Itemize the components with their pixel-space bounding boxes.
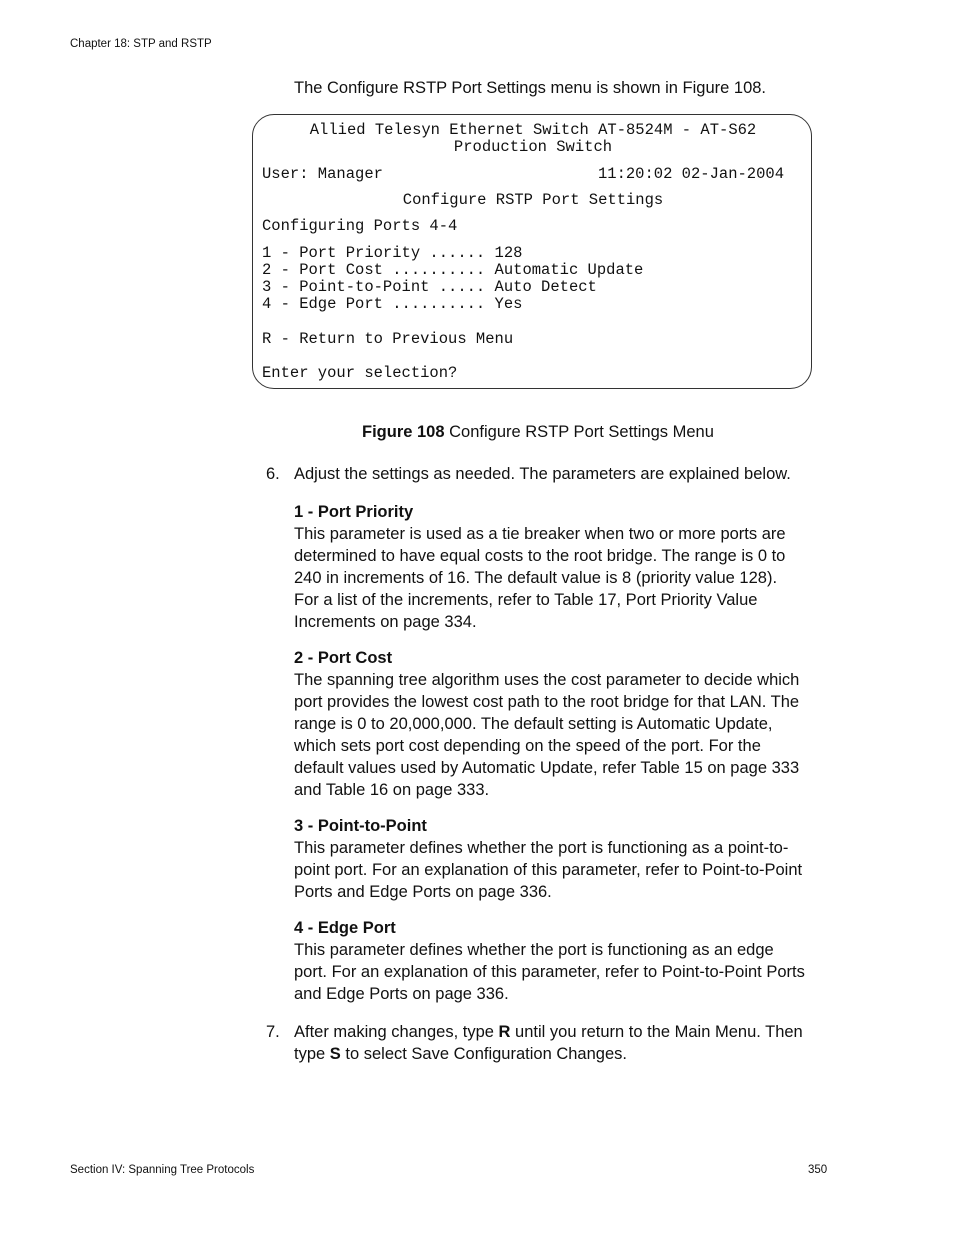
param-edge-port <box>294 917 806 1005</box>
param-port-priority <box>294 501 806 633</box>
step-text-part: After making changes, type <box>294 1023 499 1041</box>
param-heading: 2 - Port Cost <box>294 649 393 667</box>
step-text-part: until you return to the Main Menu. Then type <box>294 1023 803 1063</box>
terminal-option-point-to-point: 3 - Point-to-Point ..... Auto Detect <box>262 278 597 296</box>
terminal-return-option: R - Return to Previous Menu <box>262 330 514 348</box>
terminal-title-line2: Production Switch <box>453 138 613 156</box>
step-text-part: to select Save Configuration Changes. <box>340 1045 627 1063</box>
param-point-to-point <box>294 815 806 903</box>
chapter-header: Chapter 18: STP and RSTP <box>70 38 212 50</box>
param-heading: 1 - Port Priority <box>294 503 414 521</box>
step-number: 6. <box>266 465 280 483</box>
terminal-configuring: Configuring Ports 4-4 <box>262 217 458 235</box>
step-number: 7. <box>266 1023 280 1041</box>
terminal-user: User: Manager <box>262 165 383 183</box>
param-description: The spanning tree algorithm uses the cost parameter to decide which port provides the lowest cost path to the root bridge for that LAN. The range is 0 to 20,000,000. The default setting is Automatic Update, which sets port cost depending on the speed of the port. For the default values used by Automatic Update, refer Table 15 on page 333 and Table 16 on page 333. <box>294 671 800 799</box>
terminal-option-port-cost: 2 - Port Cost .......... Automatic Update <box>262 261 644 279</box>
terminal-option-edge-port: 4 - Edge Port .......... Yes <box>262 295 523 313</box>
param-description: This parameter defines whether the port is functioning as a point-to-point port. For an explanation of this parameter, refer to Point-to-Point Ports and Edge Ports on page 336. <box>294 839 803 901</box>
terminal-option-port-priority: 1 - Port Priority ...... 128 <box>262 244 523 262</box>
page-number: 350 <box>808 1164 828 1176</box>
intro-text: The Configure RSTP Port Settings menu is shown in Figure 108. <box>294 79 767 97</box>
figure-label: Figure 108 <box>362 423 445 441</box>
figure-caption-text: Configure RSTP Port Settings Menu <box>449 423 714 441</box>
param-port-cost <box>294 647 806 801</box>
terminal-figure <box>252 114 812 389</box>
param-heading: 3 - Point-to-Point <box>294 817 427 835</box>
step-text <box>294 1021 834 1065</box>
terminal-prompt: Enter your selection? <box>262 364 458 382</box>
param-heading: 4 - Edge Port <box>294 919 396 937</box>
terminal-datetime: 11:20:02 02-Jan-2004 <box>597 165 784 183</box>
terminal-title-line1: Allied Telesyn Ethernet Switch AT-8524M - AT-S62 <box>309 121 757 139</box>
footer-section: Section IV: Spanning Tree Protocols <box>70 1164 255 1176</box>
key-r: R <box>498 1023 511 1041</box>
key-s: S <box>329 1045 341 1063</box>
terminal-menu-title: Configure RSTP Port Settings <box>402 191 664 209</box>
figure-caption <box>362 423 714 442</box>
param-description: This parameter is used as a tie breaker when two or more ports are determined to have equal costs to the root bridge. The range is 0 to 240 in increments of 16. The default value is 8 (priority value 128). For a list of the increments, refer to Table 17, Port Priority Value Increments on page 334. <box>294 525 786 631</box>
param-description: This parameter defines whether the port is functioning as an edge port. For an explanation of this parameter, refer to Point-to-Point Ports and Edge Ports on page 336. <box>294 941 805 1003</box>
step-text: Adjust the settings as needed. The parameters are explained below. <box>294 465 791 483</box>
